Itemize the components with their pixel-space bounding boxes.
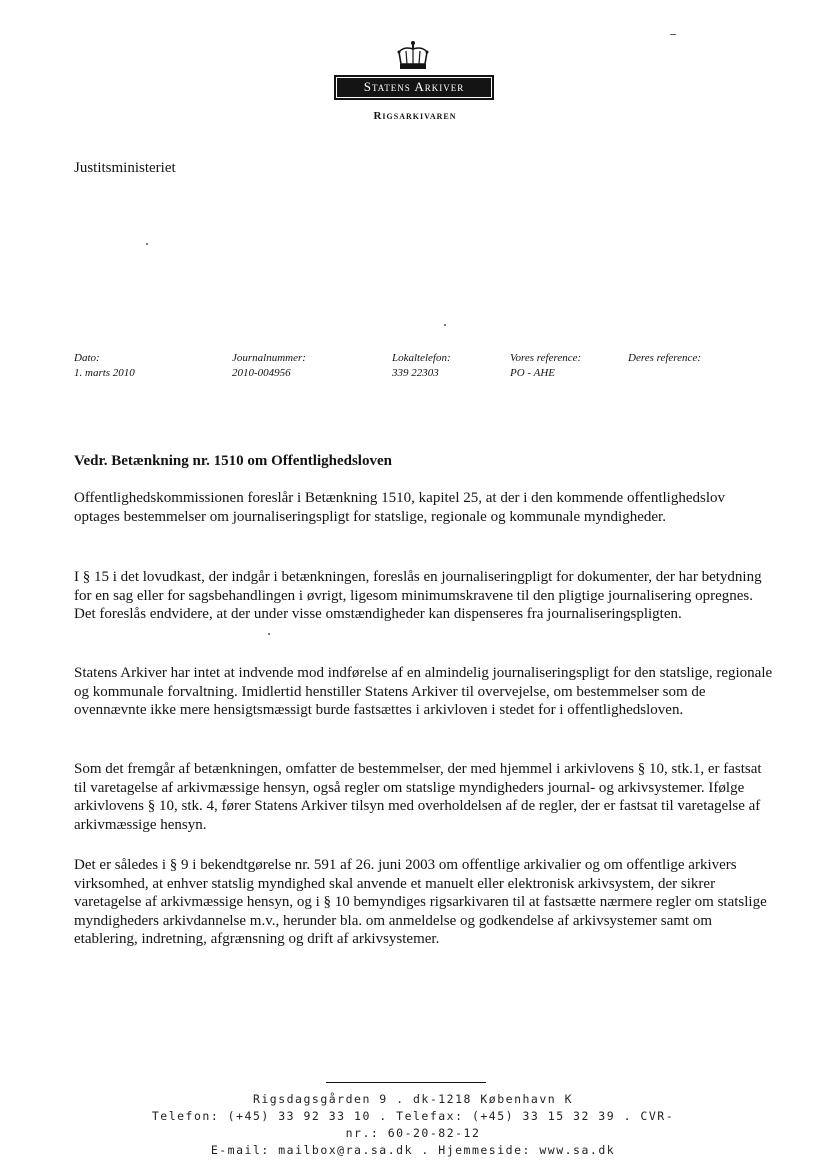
date-label: Dato: (74, 352, 100, 364)
body-paragraph: Det er således i § 9 i bekendtgørelse nr. 591 af 26. juni 2003 om offentlige arkivalier og om offentlige arkivers virksomhed, at enhver statslig myndighed skal anvende et manuelt eller elektronisk arkivsystem, der sikrer varetagelse af arkivmæssige hensyn, og i § 10 bemyndiges rigsarkivaren til at fastsætte nærmere regler om statslige myndigheders arkivdannelse m.v., herunder bla. om anmeldelse og godkendelse af arkivsystemer samt om etablering, indretning, afgrænsning og drift af arkivsystemer. (74, 857, 767, 947)
our-reference-label: Vores reference: (510, 352, 582, 364)
local-phone-value: 339 22303 (392, 367, 439, 379)
scan-speck (670, 34, 676, 35)
date-value: 1. marts 2010 (74, 367, 135, 379)
crown-icon (395, 40, 431, 72)
local-phone-label: Lokaltelefon: (392, 352, 451, 364)
scan-speck (146, 243, 148, 245)
org-name: Statens Arkiver (363, 79, 465, 94)
footer-phone: Telefon: (+45) 33 92 33 10 . Telefax: (+45) 33 15 32 39 . CVR- (151, 1109, 675, 1123)
journal-number-label: Journalnummer: (232, 352, 306, 364)
recipient: Justitsministeriet (74, 160, 176, 176)
scan-speck (268, 633, 270, 635)
footer-address: Rigsdagsgården 9 . dk-1218 København K (252, 1092, 574, 1106)
letterhead-logo (334, 75, 494, 100)
subject-line: Vedr. Betænkning nr. 1510 om Offentlighedsloven (74, 453, 392, 469)
your-reference-label: Deres reference: (628, 352, 701, 364)
body-paragraph: Statens Arkiver har intet at indvende mod indførelse af en almindelig journaliseringspligt for den statslige, regionale og kommunale forvaltning. Imidlertid henstiller Statens Arkiver til overvejelse, om bestemmelser som de ovennævnte ikke mere hensigtsmæssigt burde fastsættes i arkivloven i stedet for i offentlighedsloven. (74, 665, 773, 718)
body-paragraph: Som det fremgår af betænkningen, omfatter de bestemmelser, der med hjemmel i arkivlovens § 10, stk.1, er fastsat til varetagelse af arkivmæssige hensyn, også regler om statslige myndigheders journal- og arkivsystemer. Ifølge arkivlovens § 10, stk. 4, fører Statens Arkiver tilsyn med overholdelsen af de regler, der er fastsat til varetagelse af arkivmæssige hensyn. (74, 761, 762, 833)
journal-number-value: 2010-004956 (232, 367, 291, 379)
department-name: Rigsarkivaren (373, 110, 457, 122)
our-reference-value: PO - AHE (510, 367, 556, 379)
body-paragraph: I § 15 i det lovudkast, der indgår i betænkningen, foreslås en journaliseringpligt for dokumenter, der har betydning for en sag eller for sagsbehandlingen i øvrigt, ligesom minimumskravene til den pligtige journalisering opregnes. Det foreslås endvidere, at der under visse omstændigheder kan dispenseres fra journaliseringspligten. (74, 569, 762, 622)
footer-divider (326, 1082, 486, 1083)
footer-cvr: nr.: 60-20-82-12 (345, 1126, 481, 1140)
body-paragraph: Offentlighedskommissionen foreslår i Betænkning 1510, kapitel 25, at der i den kommende offentlighedslov optages bestemmelser om journaliseringspligt for statslige, regionale og kommunale myndigheder. (74, 490, 725, 525)
scan-speck (444, 324, 446, 326)
footer-contact: E-mail: mailbox@ra.sa.dk . Hjemmeside: www.sa.dk (210, 1143, 616, 1157)
